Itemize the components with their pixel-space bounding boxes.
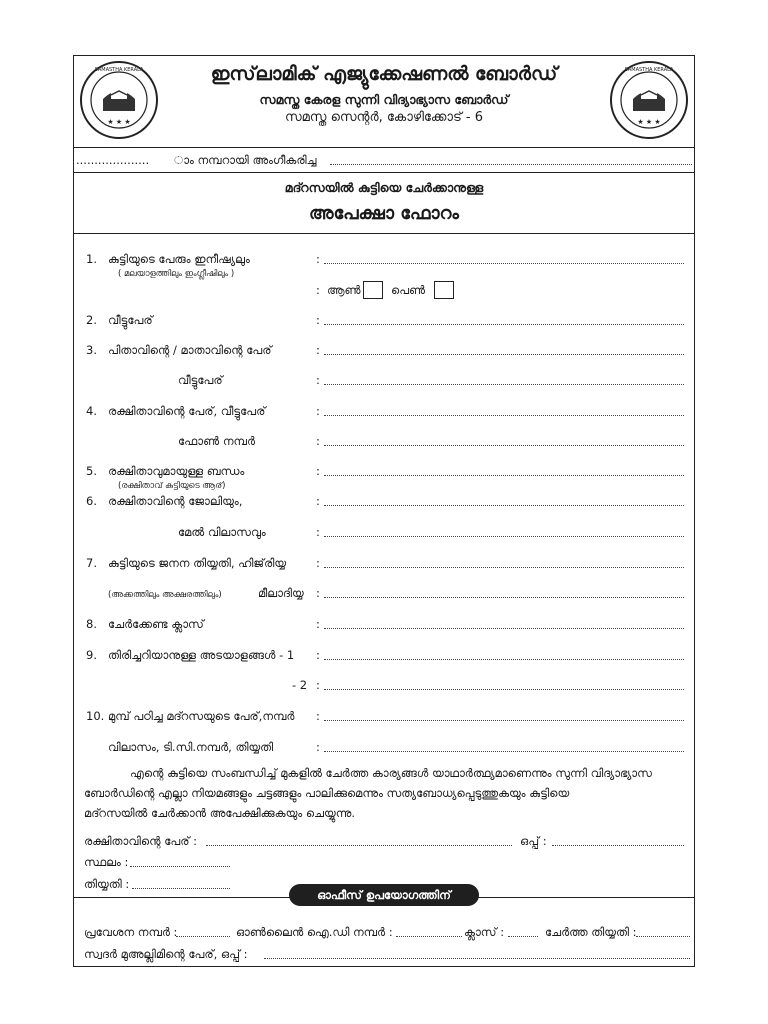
svg-text:★ ★ ★: ★ ★ ★ [637, 118, 661, 126]
previous-madrasa-label: മുമ്പ് പഠിച്ച മദ്റസയുടെ പേര്,നമ്പർ [108, 709, 295, 723]
dob-miladi-label: മീലാദിയ്യ [258, 586, 304, 600]
admission-number-field[interactable] [176, 936, 230, 937]
address-field[interactable] [324, 536, 684, 537]
colon: : [316, 678, 320, 692]
colon: : [316, 709, 320, 723]
parent-house-field[interactable] [324, 384, 684, 385]
recognition-prefix-dots: .................... [76, 153, 150, 167]
online-id-field[interactable] [396, 936, 462, 937]
office-use-banner: ഓഫീസ് ഉപയോഗത്തിന് [289, 884, 479, 906]
declaration-line-1: എന്റെ കുട്ടിയെ സംബന്ധിച്ച് മുകളിൽ ചേർത്ത കാര്യങ്ങൾ യാഥാർത്ഥ്യമാണെന്നും സുന്നി വിദ്യാഭ്യാസ [130, 766, 652, 780]
place-label: സ്ഥലം : [84, 855, 129, 869]
gender-female-label: പെൺ [391, 283, 426, 297]
previous-madrasa-field[interactable] [324, 720, 684, 721]
relationship-note: (രക്ഷിതാവ് കുട്ടിയുടെ ആര്) [118, 481, 226, 491]
declaration-line-2: ബോർഡിന്റെ എല്ലാ നിയമങ്ങളും ചട്ടങ്ങളും പാലിക്കുമെന്നും സത്യബോധ്യപ്പെടുത്തുകയും കുട്ടിയെ [84, 786, 570, 800]
guardian-name-label: രക്ഷിതാവിന്റെ പേര്, വീട്ടുപേര് [108, 404, 266, 418]
admission-number-label: പ്രവേശന നമ്പർ : [84, 925, 178, 939]
date-field[interactable] [132, 888, 230, 889]
dob-miladi-field[interactable] [324, 597, 684, 598]
phone-field[interactable] [324, 445, 684, 446]
board-subtitle: സമസ്ത കേരള സുന്നി വിദ്യാഭ്യാസ ബോർഡ് [259, 92, 509, 107]
relationship-field[interactable] [324, 475, 684, 476]
gender-male-label: ആൺ [327, 283, 361, 297]
field-number: 5. [86, 464, 97, 478]
dob-hijri-label: കുട്ടിയുടെ ജനന തിയ്യതി, ഹിജ്‌രിയ്യ [108, 556, 287, 570]
colon: : [316, 343, 320, 357]
header-divider [73, 147, 695, 148]
guardian-signature-name-field[interactable] [206, 845, 512, 846]
guardian-signature-name-label: രക്ഷിതാവിന്റെ പേര് : [84, 834, 197, 848]
office-class-label: ക്ലാസ് : [464, 925, 505, 939]
field-number: 1. [86, 252, 97, 266]
field-number: 2. [86, 313, 97, 327]
board-address: സമസ്ത സെന്റർ, കോഴിക്കോട് - 6 [284, 110, 484, 125]
tc-details-field[interactable] [324, 751, 684, 752]
signature-label: ഒപ്പ് : [520, 834, 547, 848]
place-field[interactable] [130, 866, 230, 867]
class-field[interactable] [324, 628, 684, 629]
colon: : [316, 404, 320, 418]
identification-marks-label: തിരിച്ചറിയാനുള്ള അടയാളങ്ങൾ - 1 [108, 648, 295, 662]
joined-date-label: ചേർത്ത തിയ്യതി : [545, 925, 637, 939]
guardian-job-label: രക്ഷിതാവിന്റെ ജോലിയും, [108, 494, 243, 508]
colon: : [316, 313, 320, 327]
colon: : [316, 434, 320, 448]
tc-details-label: വിലാസം, ടി.സി.നമ്പർ, തിയ്യതി [108, 740, 274, 754]
gender-male-checkbox[interactable] [363, 281, 383, 299]
dob-note: (അക്കത്തിലും അക്ഷരത്തിലും) [108, 590, 222, 600]
form-subtitle: മദ്റസയിൽ കുട്ടിയെ ചേർക്കാനുള്ള [284, 180, 484, 195]
declaration-line-3: മദ്റസയിൽ ചേർക്കാൻ അപേക്ഷിക്കുകയും ചെയ്യുന്നു. [84, 806, 356, 820]
title-divider [73, 233, 695, 234]
child-name-field[interactable] [324, 263, 684, 264]
colon: : [316, 525, 320, 539]
colon: : [316, 494, 320, 508]
colon: : [316, 464, 320, 478]
parent-name-label: പിതാവിന്റെ / മാതാവിന്റെ പേര് [108, 343, 272, 357]
online-id-label: ഓൺലൈൻ ഐ.ഡി നമ്പർ : [236, 925, 393, 939]
class-label: ചേർക്കേണ്ട ക്ലാസ് [108, 617, 204, 631]
field-number: 10. [86, 709, 105, 723]
gender-female-checkbox[interactable] [434, 281, 454, 299]
svg-text:SAMASTHA KERALA: SAMASTHA KERALA [94, 67, 144, 73]
recognition-text: ാം നമ്പറായി അംഗീകരിച്ച [174, 153, 317, 167]
child-name-note: ( മലയാളത്തിലും ഇംഗ്ലീഷിലും ) [118, 269, 235, 279]
parent-name-field[interactable] [324, 354, 684, 355]
colon: : [316, 252, 320, 266]
colon: : [316, 586, 320, 600]
identification-mark-2-field[interactable] [324, 689, 684, 690]
identification-mark-1-field[interactable] [324, 659, 684, 660]
board-title: ഇസ്‌ലാമിക് എജ്യുക്കേഷണൽ ബോർഡ് [210, 63, 558, 85]
colon: : [316, 740, 320, 754]
parent-house-label: വീട്ടുപേര് [178, 373, 223, 387]
office-class-field[interactable] [508, 936, 538, 937]
field-number: 8. [86, 617, 97, 631]
recognition-divider [73, 172, 695, 173]
child-name-label: കുട്ടിയുടെ പേരും ഇനീഷ്യലും [108, 252, 250, 266]
colon: : [316, 283, 320, 297]
field-number: 6. [86, 494, 97, 508]
colon: : [316, 648, 320, 662]
form-title: അപേക്ഷാ ഫോറം [309, 203, 459, 224]
address-label: മേൽ വിലാസവും [178, 525, 266, 539]
field-number: 7. [86, 556, 97, 570]
date-label: തിയ്യതി : [84, 877, 130, 891]
colon: : [316, 617, 320, 631]
relationship-label: രക്ഷിതാവുമായുള്ള ബന്ധം [108, 464, 245, 478]
field-number: 4. [86, 404, 97, 418]
field-number: 9. [86, 648, 97, 662]
dob-hijri-field[interactable] [324, 567, 684, 568]
identification-mark-2-label: - 2 [292, 678, 308, 692]
svg-text:SAMASTHA KERALA: SAMASTHA KERALA [624, 67, 674, 73]
field-number: 3. [86, 343, 97, 357]
sadr-sign-label: സ്വദർ മുഅല്ലിമിന്റെ പേര്, ഒപ്പ് : [84, 947, 248, 961]
phone-label: ഫോൺ നമ്പർ [178, 434, 256, 448]
guardian-job-field[interactable] [324, 505, 684, 506]
guardian-name-field[interactable] [324, 415, 684, 416]
signature-field[interactable] [552, 845, 684, 846]
sadr-sign-field[interactable] [264, 958, 690, 959]
svg-text:★ ★ ★: ★ ★ ★ [107, 118, 131, 126]
colon: : [316, 373, 320, 387]
recognition-field[interactable] [330, 164, 692, 165]
house-name-label: വീട്ടുപേര് [108, 313, 153, 327]
joined-date-field[interactable] [636, 936, 690, 937]
house-name-field[interactable] [324, 324, 684, 325]
colon: : [316, 556, 320, 570]
